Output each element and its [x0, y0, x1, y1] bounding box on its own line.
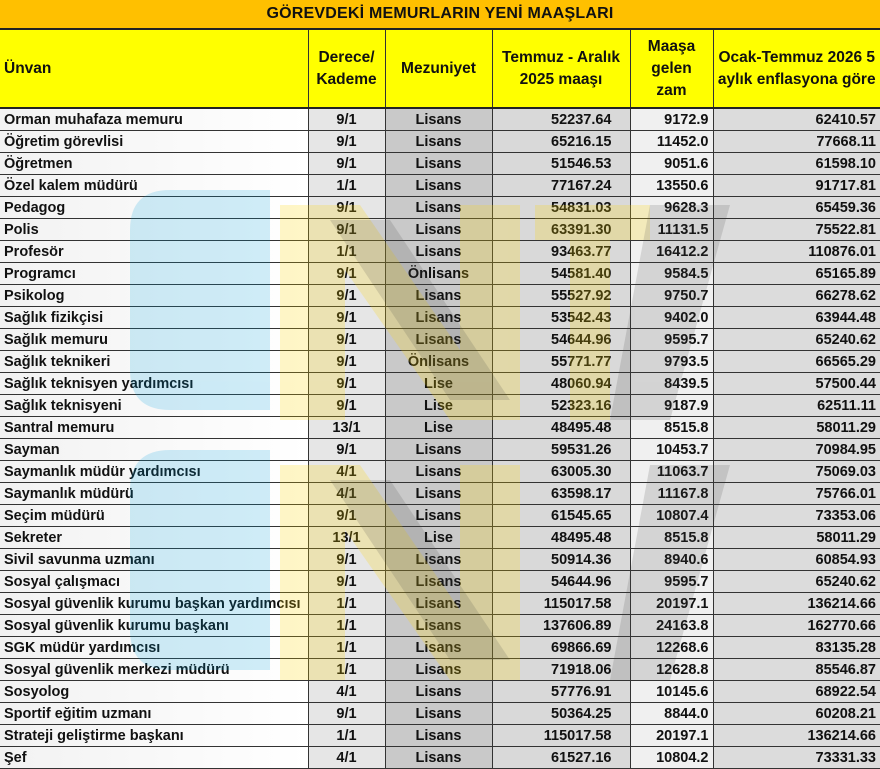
row-raise: 8515.8	[630, 417, 713, 439]
row-raise: 8940.6	[630, 549, 713, 571]
table-row	[0, 219, 880, 241]
row-salary-2026: 136214.66	[713, 725, 880, 747]
table-row	[0, 263, 880, 285]
row-title: Programcı	[0, 263, 308, 285]
row-salary-2026: 65459.36	[713, 197, 880, 219]
row-salary-2026: 75766.01	[713, 483, 880, 505]
row-salary-2025: 50364.25	[492, 703, 630, 725]
row-title: Sosyal güvenlik kurumu başkan yardımcısı	[0, 593, 308, 615]
table-row	[0, 373, 880, 395]
table-row	[0, 439, 880, 461]
row-raise: 16412.2	[630, 241, 713, 263]
row-grade: 1/1	[308, 241, 385, 263]
table-row	[0, 747, 880, 769]
row-education: Lise	[385, 395, 492, 417]
row-education: Lisans	[385, 549, 492, 571]
row-education: Lisans	[385, 571, 492, 593]
row-title: Polis	[0, 219, 308, 241]
row-education: Lise	[385, 527, 492, 549]
row-title: Santral memuru	[0, 417, 308, 439]
row-grade: 13/1	[308, 417, 385, 439]
row-salary-2026: 60208.21	[713, 703, 880, 725]
row-salary-2025: 53542.43	[492, 307, 630, 329]
row-raise: 9584.5	[630, 263, 713, 285]
row-title: Özel kalem müdürü	[0, 175, 308, 197]
row-salary-2025: 54644.96	[492, 329, 630, 351]
row-salary-2025: 51546.53	[492, 153, 630, 175]
row-grade: 9/1	[308, 329, 385, 351]
row-education: Lisans	[385, 725, 492, 747]
row-title: Sivil savunma uzmanı	[0, 549, 308, 571]
row-salary-2026: 136214.66	[713, 593, 880, 615]
header-row	[0, 30, 880, 108]
row-grade: 9/1	[308, 395, 385, 417]
row-salary-2025: 48060.94	[492, 373, 630, 395]
row-education: Lisans	[385, 505, 492, 527]
row-grade: 1/1	[308, 615, 385, 637]
row-salary-2025: 57776.91	[492, 681, 630, 703]
row-grade: 9/1	[308, 351, 385, 373]
table-row	[0, 351, 880, 373]
row-salary-2026: 58011.29	[713, 417, 880, 439]
row-raise: 20197.1	[630, 725, 713, 747]
table-row	[0, 703, 880, 725]
row-raise: 10145.6	[630, 681, 713, 703]
row-education: Lisans	[385, 219, 492, 241]
row-raise: 10453.7	[630, 439, 713, 461]
row-raise: 10804.2	[630, 747, 713, 769]
row-salary-2026: 62410.57	[713, 108, 880, 131]
row-grade: 9/1	[308, 153, 385, 175]
table-row	[0, 505, 880, 527]
row-grade: 9/1	[308, 373, 385, 395]
row-grade: 9/1	[308, 285, 385, 307]
row-grade: 9/1	[308, 108, 385, 131]
row-grade: 9/1	[308, 197, 385, 219]
row-raise: 24163.8	[630, 615, 713, 637]
row-salary-2026: 75522.81	[713, 219, 880, 241]
row-education: Lise	[385, 417, 492, 439]
table-row	[0, 681, 880, 703]
row-title: Profesör	[0, 241, 308, 263]
row-salary-2025: 59531.26	[492, 439, 630, 461]
row-salary-2026: 73353.06	[713, 505, 880, 527]
row-raise: 13550.6	[630, 175, 713, 197]
row-raise: 8515.8	[630, 527, 713, 549]
row-title: Seçim müdürü	[0, 505, 308, 527]
row-education: Lisans	[385, 197, 492, 219]
row-raise: 8844.0	[630, 703, 713, 725]
col-header-education: Mezuniyet	[385, 30, 492, 108]
row-grade: 4/1	[308, 461, 385, 483]
row-education: Lisans	[385, 108, 492, 131]
row-raise: 12268.6	[630, 637, 713, 659]
row-title: Sağlık teknikeri	[0, 351, 308, 373]
row-salary-2026: 65240.62	[713, 329, 880, 351]
row-education: Lisans	[385, 637, 492, 659]
row-title: Orman muhafaza memuru	[0, 108, 308, 131]
row-salary-2025: 63598.17	[492, 483, 630, 505]
table-row	[0, 395, 880, 417]
row-title: Sekreter	[0, 527, 308, 549]
row-salary-2025: 54831.03	[492, 197, 630, 219]
col-header-raise: Maaşa gelen zam	[630, 30, 713, 108]
row-salary-2026: 162770.66	[713, 615, 880, 637]
table-row	[0, 285, 880, 307]
row-title: SGK müdür yardımcısı	[0, 637, 308, 659]
row-salary-2026: 83135.28	[713, 637, 880, 659]
row-education: Lisans	[385, 131, 492, 153]
row-salary-2026: 63944.48	[713, 307, 880, 329]
row-salary-2026: 60854.93	[713, 549, 880, 571]
row-raise: 11167.8	[630, 483, 713, 505]
table-row	[0, 571, 880, 593]
row-education: Lisans	[385, 681, 492, 703]
table-row	[0, 417, 880, 439]
row-education: Lise	[385, 373, 492, 395]
table-row	[0, 637, 880, 659]
row-salary-2025: 52323.16	[492, 395, 630, 417]
row-education: Önlisans	[385, 351, 492, 373]
row-raise: 12628.8	[630, 659, 713, 681]
row-salary-2026: 110876.01	[713, 241, 880, 263]
row-education: Lisans	[385, 659, 492, 681]
row-salary-2025: 54644.96	[492, 571, 630, 593]
row-title: Sportif eğitim uzmanı	[0, 703, 308, 725]
row-salary-2025: 65216.15	[492, 131, 630, 153]
row-grade: 9/1	[308, 571, 385, 593]
row-salary-2025: 69866.69	[492, 637, 630, 659]
row-salary-2025: 55527.92	[492, 285, 630, 307]
row-raise: 9051.6	[630, 153, 713, 175]
row-grade: 1/1	[308, 593, 385, 615]
col-header-salary-2026: Ocak-Temmuz 2026 5 aylık enflasyona göre	[713, 30, 880, 108]
row-salary-2026: 61598.10	[713, 153, 880, 175]
row-education: Lisans	[385, 615, 492, 637]
row-education: Önlisans	[385, 263, 492, 285]
row-grade: 9/1	[308, 505, 385, 527]
row-title: Saymanlık müdürü	[0, 483, 308, 505]
row-salary-2025: 48495.48	[492, 527, 630, 549]
row-education: Lisans	[385, 439, 492, 461]
salary-table	[0, 30, 880, 769]
table-row	[0, 329, 880, 351]
row-raise: 9628.3	[630, 197, 713, 219]
row-salary-2025: 61527.16	[492, 747, 630, 769]
row-salary-2026: 70984.95	[713, 439, 880, 461]
row-salary-2026: 58011.29	[713, 527, 880, 549]
row-salary-2026: 75069.03	[713, 461, 880, 483]
row-raise: 11452.0	[630, 131, 713, 153]
table-row	[0, 175, 880, 197]
row-salary-2025: 52237.64	[492, 108, 630, 131]
row-grade: 9/1	[308, 219, 385, 241]
row-title: Sağlık teknisyen yardımcısı	[0, 373, 308, 395]
row-raise: 10807.4	[630, 505, 713, 527]
table-row	[0, 197, 880, 219]
row-title: Sosyal güvenlik kurumu başkanı	[0, 615, 308, 637]
row-salary-2025: 137606.89	[492, 615, 630, 637]
row-title: Sosyal güvenlik merkezi müdürü	[0, 659, 308, 681]
table-row	[0, 527, 880, 549]
row-education: Lisans	[385, 461, 492, 483]
table-row	[0, 725, 880, 747]
row-salary-2025: 50914.36	[492, 549, 630, 571]
row-grade: 13/1	[308, 527, 385, 549]
row-education: Lisans	[385, 153, 492, 175]
row-salary-2025: 54581.40	[492, 263, 630, 285]
row-grade: 9/1	[308, 263, 385, 285]
row-salary-2025: 71918.06	[492, 659, 630, 681]
row-title: Pedagog	[0, 197, 308, 219]
row-salary-2025: 63391.30	[492, 219, 630, 241]
row-title: Sosyal çalışmacı	[0, 571, 308, 593]
row-salary-2026: 68922.54	[713, 681, 880, 703]
row-title: Saymanlık müdür yardımcısı	[0, 461, 308, 483]
row-salary-2025: 115017.58	[492, 725, 630, 747]
row-grade: 4/1	[308, 747, 385, 769]
row-salary-2026: 66565.29	[713, 351, 880, 373]
table-row	[0, 153, 880, 175]
row-salary-2025: 115017.58	[492, 593, 630, 615]
col-header-grade: Derece/ Kademe	[308, 30, 385, 108]
row-title: Öğretmen	[0, 153, 308, 175]
row-title: Psikolog	[0, 285, 308, 307]
col-header-salary-2025: Temmuz - Aralık 2025 maaşı	[492, 30, 630, 108]
row-raise: 9750.7	[630, 285, 713, 307]
row-raise: 9187.9	[630, 395, 713, 417]
row-raise: 11131.5	[630, 219, 713, 241]
row-education: Lisans	[385, 175, 492, 197]
row-title: Sağlık memuru	[0, 329, 308, 351]
row-education: Lisans	[385, 285, 492, 307]
table-row	[0, 241, 880, 263]
table-row	[0, 659, 880, 681]
row-title: Sayman	[0, 439, 308, 461]
row-grade: 1/1	[308, 659, 385, 681]
row-grade: 1/1	[308, 725, 385, 747]
row-title: Sağlık teknisyeni	[0, 395, 308, 417]
row-education: Lisans	[385, 747, 492, 769]
row-grade: 9/1	[308, 307, 385, 329]
row-title: Strateji geliştirme başkanı	[0, 725, 308, 747]
row-raise: 9172.9	[630, 108, 713, 131]
row-grade: 1/1	[308, 175, 385, 197]
row-grade: 9/1	[308, 439, 385, 461]
row-salary-2026: 73331.33	[713, 747, 880, 769]
table-row	[0, 615, 880, 637]
row-salary-2026: 66278.62	[713, 285, 880, 307]
row-raise: 11063.7	[630, 461, 713, 483]
row-grade: 9/1	[308, 131, 385, 153]
row-salary-2026: 77668.11	[713, 131, 880, 153]
row-raise: 9595.7	[630, 571, 713, 593]
row-title: Sağlık fizikçisi	[0, 307, 308, 329]
row-grade: 9/1	[308, 703, 385, 725]
row-education: Lisans	[385, 593, 492, 615]
row-title: Şef	[0, 747, 308, 769]
row-salary-2025: 48495.48	[492, 417, 630, 439]
row-title: Öğretim görevlisi	[0, 131, 308, 153]
row-grade: 4/1	[308, 483, 385, 505]
table-row	[0, 483, 880, 505]
row-salary-2025: 93463.77	[492, 241, 630, 263]
row-grade: 1/1	[308, 637, 385, 659]
row-title: Sosyolog	[0, 681, 308, 703]
row-salary-2025: 63005.30	[492, 461, 630, 483]
row-salary-2026: 85546.87	[713, 659, 880, 681]
table-row	[0, 108, 880, 131]
row-salary-2025: 61545.65	[492, 505, 630, 527]
row-salary-2025: 55771.77	[492, 351, 630, 373]
row-raise: 9402.0	[630, 307, 713, 329]
row-education: Lisans	[385, 703, 492, 725]
row-raise: 8439.5	[630, 373, 713, 395]
table-row	[0, 307, 880, 329]
row-education: Lisans	[385, 307, 492, 329]
row-salary-2026: 62511.11	[713, 395, 880, 417]
row-grade: 9/1	[308, 549, 385, 571]
table-row	[0, 549, 880, 571]
table-title: GÖREVDEKİ MEMURLARIN YENİ MAAŞLARI	[0, 0, 880, 30]
row-education: Lisans	[385, 483, 492, 505]
row-salary-2025: 77167.24	[492, 175, 630, 197]
row-raise: 20197.1	[630, 593, 713, 615]
table-row	[0, 593, 880, 615]
row-raise: 9595.7	[630, 329, 713, 351]
row-education: Lisans	[385, 241, 492, 263]
table-row	[0, 131, 880, 153]
row-education: Lisans	[385, 329, 492, 351]
row-grade: 4/1	[308, 681, 385, 703]
row-raise: 9793.5	[630, 351, 713, 373]
col-header-title: Ünvan	[0, 30, 308, 108]
row-salary-2026: 91717.81	[713, 175, 880, 197]
row-salary-2026: 57500.44	[713, 373, 880, 395]
row-salary-2026: 65240.62	[713, 571, 880, 593]
table-row	[0, 461, 880, 483]
row-salary-2026: 65165.89	[713, 263, 880, 285]
